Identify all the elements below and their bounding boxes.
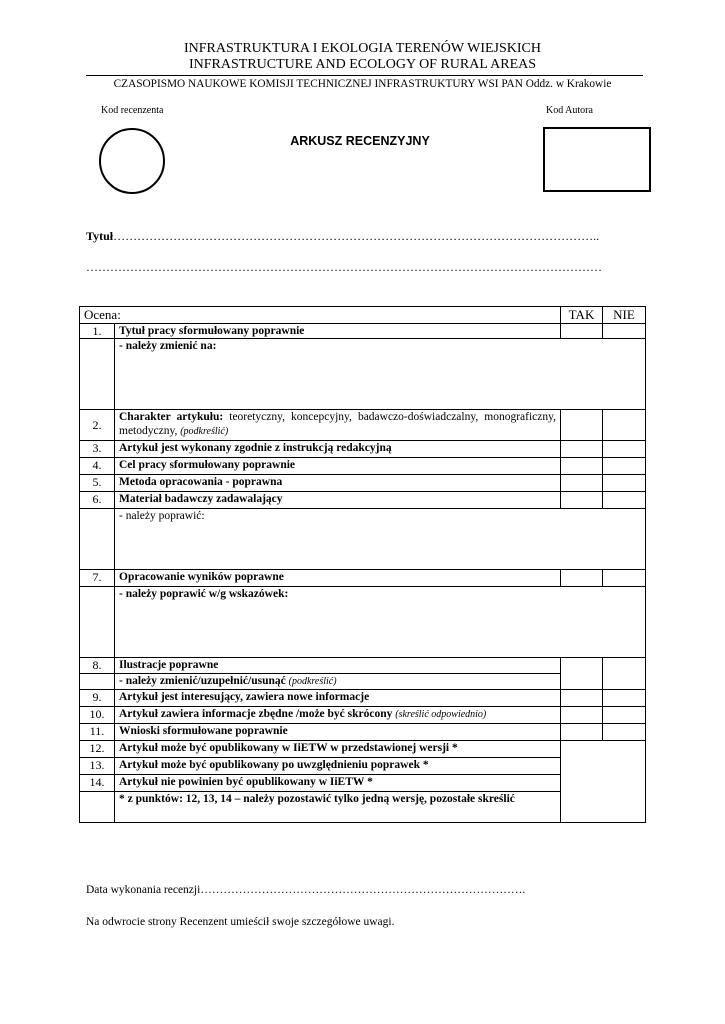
title-change-field[interactable] (115, 339, 646, 410)
criterion-interest: Artykuł jest interesujący, zawiera nowe informacje (115, 690, 561, 707)
review-date-line[interactable] (86, 883, 525, 897)
illustrations-fix (115, 674, 561, 690)
verdict-reject: Artykuł nie powinien być opublikowany w IiETW * (115, 775, 561, 792)
journal-title-pl: INFRASTRUKTURA I EKOLOGIA TERENÓW WIEJSKICH (184, 41, 541, 56)
checkbox-no-11[interactable] (603, 724, 646, 741)
reviewer-code-label: Kod recenzenta (101, 105, 164, 116)
checkbox-no-8[interactable] (603, 658, 646, 690)
no-header: NIE (603, 307, 646, 324)
title-line[interactable] (86, 229, 646, 243)
title-change-label: - należy zmienić na: (119, 340, 217, 352)
type-note: (podkreślić) (180, 426, 229, 437)
row-number: 1. (80, 324, 115, 339)
checkbox-no-5[interactable] (603, 475, 646, 492)
checkbox-yes-4[interactable] (561, 458, 603, 475)
review-date-dots: …………………………………………………………………………. (200, 884, 526, 896)
verdict-publish-as-is: Artykuł może być opublikowany w IiETW w przedstawionej wersji * (115, 741, 561, 758)
review-table (79, 306, 646, 823)
row-number: 10. (80, 707, 115, 724)
criterion-aim: Cel pracy sformułowany poprawnie (115, 458, 561, 475)
checkbox-no-7[interactable] (603, 570, 646, 587)
row-number-empty (80, 792, 115, 823)
form-title: ARKUSZ RECENZYJNY (290, 134, 430, 148)
checkbox-yes-3[interactable] (561, 441, 603, 458)
criterion-material: Materiał badawczy zadawalający (115, 492, 561, 509)
criterion-redundant (115, 707, 561, 724)
type-options: teoretyczny, koncepcyjny, badawczo-doświadczalny, monograficzny, metodyczny, (119, 411, 556, 437)
checkbox-yes-6[interactable] (561, 492, 603, 509)
criterion-conclusions: Wnioski sformułowane poprawnie (115, 724, 561, 741)
title-label: Tytuł (86, 229, 114, 243)
title-dots: ………………………………………………………………………………………………………….. (113, 229, 600, 243)
material-fix-label: - należy poprawić: (119, 510, 205, 522)
journal-subtitle: CZASOPISMO NAUKOWE KOMISJI TECHNICZNEJ INFRASTRUKTURY WSI PAN Oddz. w Krakowie (113, 78, 612, 90)
results-fix-field[interactable] (115, 587, 646, 658)
author-code-label: Kod Autora (546, 105, 593, 116)
row-number: 12. (80, 741, 115, 758)
row-number: 5. (80, 475, 115, 492)
title-line-2[interactable]: ………………………………………………………………………………………………………………… (86, 260, 602, 274)
checkbox-yes-5[interactable] (561, 475, 603, 492)
checkbox-yes-10[interactable] (561, 707, 603, 724)
checkbox-yes-2[interactable] (561, 410, 603, 441)
redundant-label: Artykuł zawiera informacje zbędne /może być skrócony (119, 708, 393, 720)
row-number: 14. (80, 775, 115, 792)
rating-header: Ocena: (80, 307, 561, 324)
reviewer-code-circle (99, 128, 165, 194)
reverse-side-note: Na odwrocie strony Recenzent umieścił swoje szczegółowe uwagi. (86, 916, 395, 928)
verdict-publish-after-fixes: Artykuł może być opublikowany po uwzględnieniu poprawek * (115, 758, 561, 775)
journal-title-en: INFRASTRUCTURE AND ECOLOGY OF RURAL AREAS (188, 57, 537, 72)
row-number: 8. (80, 658, 115, 674)
checkbox-no-4[interactable] (603, 458, 646, 475)
row-number-empty (80, 339, 115, 410)
criterion-results: Opracowanie wyników poprawne (115, 570, 561, 587)
illustrations-fix-note: (podkreślić) (288, 676, 337, 687)
checkbox-yes-7[interactable] (561, 570, 603, 587)
checkbox-no-10[interactable] (603, 707, 646, 724)
row-number-empty (80, 674, 115, 690)
row-number: 7. (80, 570, 115, 587)
verdict-footnote: * z punktów: 12, 13, 14 – należy pozostawić tylko jedną wersję, pozostałe skreślić (115, 792, 561, 823)
row-number: 3. (80, 441, 115, 458)
criterion-method: Metoda opracowania - poprawna (115, 475, 561, 492)
illustrations-fix-label: - należy zmienić/uzupełnić/usunąć (119, 675, 286, 687)
checkbox-yes-1[interactable] (561, 324, 603, 339)
checkbox-no-1[interactable] (603, 324, 646, 339)
checkbox-yes-8[interactable] (561, 658, 603, 690)
verdict-answer-cell[interactable] (561, 741, 646, 823)
row-number: 4. (80, 458, 115, 475)
checkbox-no-3[interactable] (603, 441, 646, 458)
criterion-title: Tytuł pracy sformułowany poprawnie (115, 324, 561, 339)
row-number: 11. (80, 724, 115, 741)
results-fix-label: - należy poprawić w/g wskazówek: (119, 588, 289, 600)
criterion-illustrations: Ilustracje poprawne (115, 658, 561, 674)
row-number: 13. (80, 758, 115, 775)
redundant-note: (skreślić odpowiednio) (395, 709, 487, 720)
checkbox-yes-9[interactable] (561, 690, 603, 707)
checkbox-no-2[interactable] (603, 410, 646, 441)
criterion-instructions: Artykuł jest wykonany zgodnie z instrukcją redakcyjną (115, 441, 561, 458)
row-number-empty (80, 509, 115, 570)
checkbox-no-9[interactable] (603, 690, 646, 707)
type-label: Charakter artykułu: (119, 411, 224, 423)
checkbox-no-6[interactable] (603, 492, 646, 509)
material-fix-field[interactable] (115, 509, 646, 570)
criterion-type (115, 410, 561, 441)
author-code-box (543, 127, 651, 192)
header-divider (86, 75, 643, 76)
row-number: 2. (80, 410, 115, 441)
yes-header: TAK (561, 307, 603, 324)
row-number: 6. (80, 492, 115, 509)
row-number-empty (80, 587, 115, 658)
row-number: 9. (80, 690, 115, 707)
checkbox-yes-11[interactable] (561, 724, 603, 741)
review-date-label: Data wykonania recenzji (86, 884, 201, 896)
